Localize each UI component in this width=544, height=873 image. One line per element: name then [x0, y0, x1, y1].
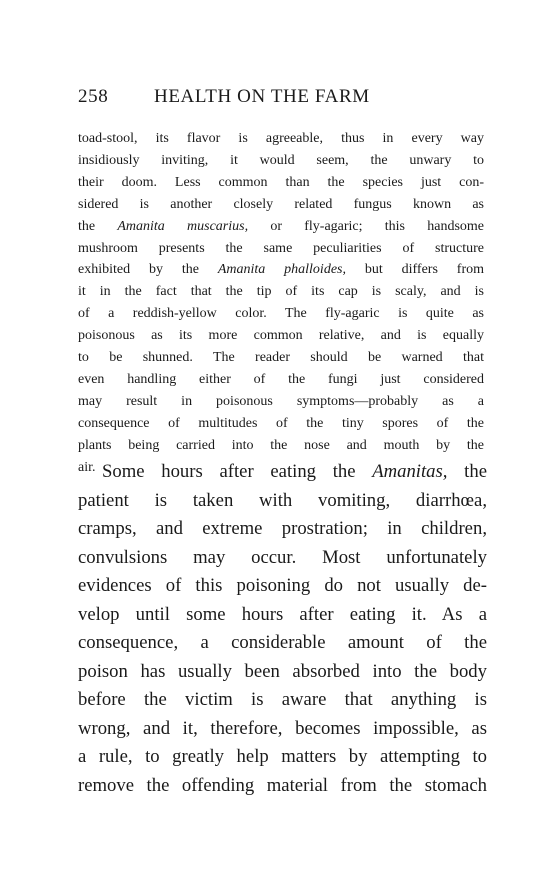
text-line: their doom. Less common than the species just con-	[78, 174, 484, 190]
text-line: even handling either of the fungi just considered	[78, 371, 484, 387]
small-print-paragraph	[78, 128, 484, 479]
text-line: sidered is another closely related fungus known as	[78, 196, 484, 212]
running-head: HEALTH ON THE FARM	[154, 86, 370, 107]
text-line: mushroom presents the same peculiarities of structure	[78, 240, 484, 256]
text-line: to be shunned. The reader should be warned that	[78, 350, 484, 366]
text-line: toad-stool, its flavor is agreeable, thus in every way	[78, 131, 484, 146]
text-line: of a reddish-yellow color. The fly-agaric is quite as	[78, 306, 484, 322]
text-line: patient is taken with vomiting, diarrhœa,	[78, 489, 487, 511]
text-line: before the victim is aware that anything is	[78, 689, 487, 710]
text-line: Some hours after eating the Amanitas, the	[102, 461, 487, 482]
text-line: consequence, a considerable amount of the	[78, 632, 487, 653]
text-line: air.	[78, 459, 96, 475]
text-line: cramps, and extreme prostration; in children,	[78, 518, 487, 539]
text-line: poison has usually been absorbed into the body	[78, 660, 487, 682]
text-line: insidiously inviting, it would seem, the unwary to	[78, 152, 484, 168]
text-line: evidences of this poisoning do not usually de-	[78, 575, 487, 596]
text-line: a rule, to greatly help matters by attempting to	[78, 746, 487, 767]
species-name: Amanita phalloides,	[217, 262, 346, 278]
text-line: remove the offending material from the stomach	[78, 774, 487, 796]
species-name: Amanita muscarius,	[117, 218, 249, 234]
text-line: convulsions may occur. Most unfortunately	[78, 546, 487, 568]
text-line: exhibited by the Amanita phalloides, but differs from	[78, 262, 484, 278]
text-line: velop until some hours after eating it. As a	[78, 603, 487, 625]
text-line: the Amanita muscarius, or fly-agaric; this handsome	[78, 218, 485, 234]
text-line: may result in poisonous symptoms—probably as a	[78, 393, 484, 409]
text-line: poisonous as its more common relative, and is equally	[78, 328, 484, 344]
body-paragraph	[78, 458, 487, 800]
page-number: 258	[78, 86, 109, 107]
text-line: wrong, and it, therefore, becomes impossible, as	[78, 717, 487, 739]
text-line: it in the fact that the tip of its cap is scaly, and is	[78, 284, 484, 300]
text-line: consequence of multitudes of the tiny spores of the	[78, 415, 484, 431]
species-name: Amanitas,	[372, 461, 448, 482]
text-line: plants being carried into the nose and mouth by the	[78, 437, 484, 453]
